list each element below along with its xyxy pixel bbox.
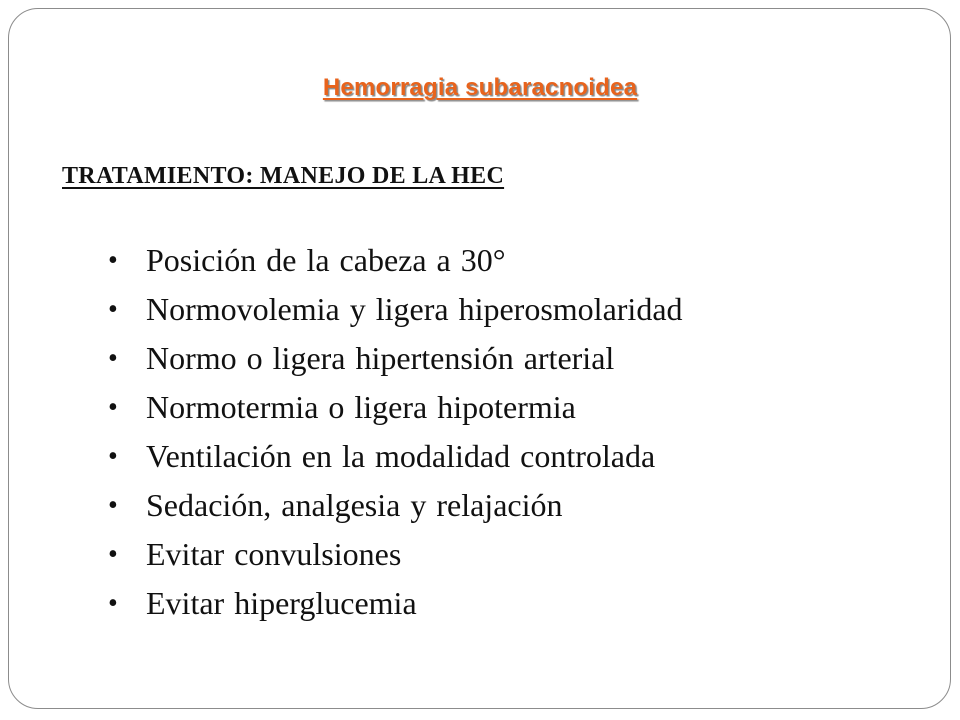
bullet-item-head-position xyxy=(108,236,683,285)
slide-subtitle: TRATAMIENTO: MANEJO DE LA HEC xyxy=(62,163,505,189)
bullet-item-sedation xyxy=(108,481,683,530)
bullet-text: Normo o ligera hipertensión arterial xyxy=(146,340,615,376)
bullet-text: Normovolemia y ligera hiperosmolaridad xyxy=(146,291,683,327)
bullet-item-normothermia xyxy=(108,383,683,432)
bullet-icon: • xyxy=(108,441,118,472)
bullet-item-convulsions xyxy=(108,530,683,579)
bullet-item-hypertension xyxy=(108,334,683,383)
bullet-text: Normotermia o ligera hipotermia xyxy=(146,389,576,425)
bullet-icon: • xyxy=(108,588,118,619)
bullet-item-normovolemia xyxy=(108,285,683,334)
bullet-text: Ventilación en la modalidad controlada xyxy=(146,438,656,474)
bullet-item-ventilation xyxy=(108,432,683,481)
bullet-item-hyperglycemia xyxy=(108,579,683,628)
bullet-icon: • xyxy=(108,294,118,325)
bullet-icon: • xyxy=(108,539,118,570)
bullet-icon: • xyxy=(108,245,118,276)
bullet-icon: • xyxy=(108,392,118,423)
bullet-text: Evitar hiperglucemia xyxy=(146,585,417,621)
bullet-icon: • xyxy=(108,490,118,521)
bullet-text: Evitar convulsiones xyxy=(146,536,402,572)
bullet-icon: • xyxy=(108,343,118,374)
slide-title: Hemorragia subaracnoidea xyxy=(322,74,638,101)
bullet-list xyxy=(108,236,683,628)
bullet-text: Sedación, analgesia y relajación xyxy=(146,487,563,523)
bullet-text: Posición de la cabeza a 30° xyxy=(146,242,506,278)
